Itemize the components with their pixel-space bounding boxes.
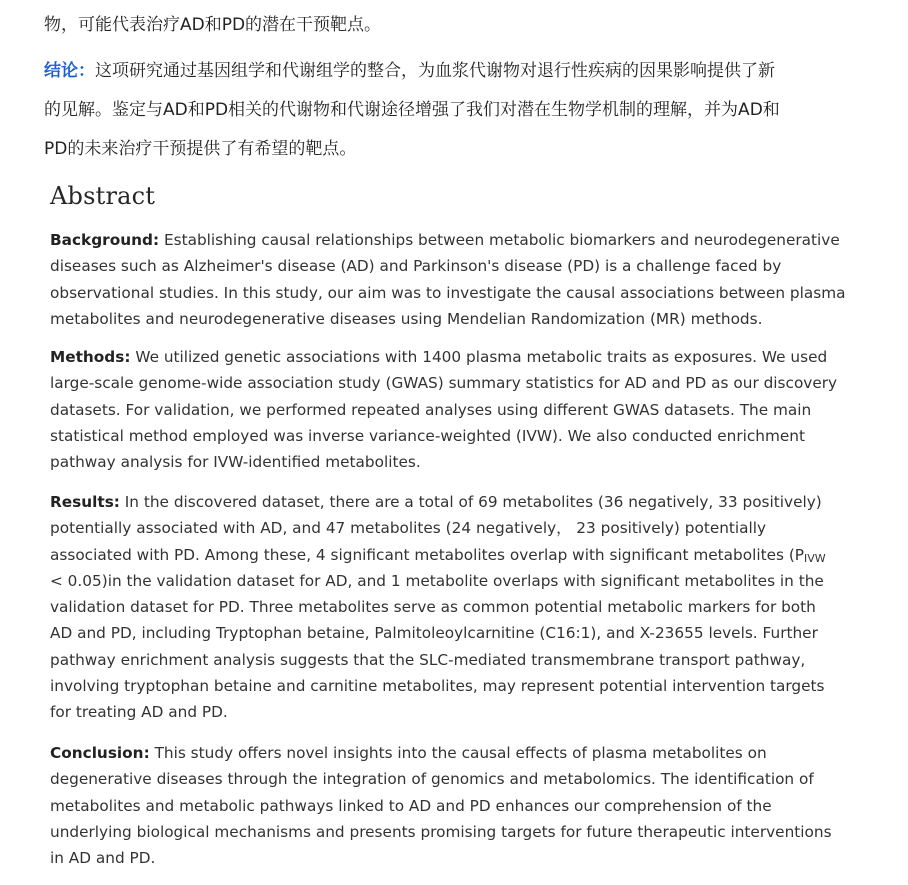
paragraph-line (50, 489, 850, 515)
results-label: Results: (50, 493, 120, 511)
line-text: associated with PD. Among these, 4 significant metabolites overlap with significant metabolites (P (50, 545, 805, 564)
abstract-title: Abstract (50, 182, 156, 210)
paragraph-line: metabolites and neurodegenerative diseases using Mendelian Randomization (MR) methods. (50, 309, 763, 328)
paragraph-line: underlying biological mechanisms and presents promising targets for future therapeutic interventions (50, 822, 832, 841)
paragraph-line: pathway analysis for IVW-identified metabolites. (50, 453, 421, 472)
p-ivw-subscript: IVW (804, 551, 826, 565)
paragraph-line (50, 740, 850, 766)
line-text: We utilized genetic associations with 1400 plasma metabolic traits as exposures. We used (130, 348, 828, 366)
paragraph-line (50, 344, 850, 370)
chinese-conclusion-line (44, 52, 894, 91)
line-text: Establishing causal relationships between metabolic biomarkers and neurodegenerative (159, 231, 840, 249)
paragraph-line: large-scale genome-wide association study (GWAS) summary statistics for AD and PD as our discovery (50, 374, 838, 393)
chinese-conclusion-label: 结论： (44, 61, 95, 81)
conclusion-label: Conclusion: (50, 744, 150, 762)
paragraph-line: < 0.05)in the validation dataset for AD, and 1 metabolite overlaps with significant metabolites in the (50, 571, 824, 590)
results-paragraph (50, 489, 850, 726)
paragraph-line: pathway enrichment analysis suggests that the SLC-mediated transmembrane transport pathway, (50, 650, 806, 669)
methods-label: Methods: (50, 348, 131, 366)
conclusion-paragraph (50, 740, 850, 871)
paragraph-line: AD and PD, including Tryptophan betaine, Palmitoleoylcarnitine (C16:1), and X-23655 levels. Further (50, 624, 818, 643)
paragraph-line: degenerative diseases through the integration of genomics and metabolomics. The identification of (50, 770, 814, 789)
line-text: In the discovered dataset, there are a total of 69 metabolites (36 negatively, 33 positively) (119, 493, 822, 511)
paragraph-line: metabolites and metabolic pathways linked to AD and PD enhances our comprehension of the (50, 796, 772, 815)
methods-paragraph (50, 344, 850, 475)
paragraph-line: potentially associated with AD, and 47 metabolites (24 negatively， 23 positively) potentially (50, 519, 767, 538)
abstract-panel (0, 160, 908, 885)
paragraph-line: datasets. For validation, we performed repeated analyses using different GWAS datasets. The main (50, 400, 812, 419)
paragraph-line: statistical method employed was inverse variance-weighted (IVW). We also conducted enrichment (50, 426, 805, 445)
paragraph-line (50, 542, 850, 568)
chinese-conclusion-text: 这项研究通过基因组学和代谢组学的整合，为血浆代谢物对退行性疾病的因果影响提供了新 (95, 61, 775, 81)
background-label: Background: (50, 231, 160, 249)
chinese-summary-line: PD的未来治疗干预提供了有希望的靶点。 (44, 139, 357, 159)
paragraph-line: diseases such as Alzheimer's disease (AD) and Parkinson's disease (PD) is a challenge faced by (50, 257, 782, 276)
paragraph-line (50, 227, 850, 253)
paragraph-line: involving tryptophan betaine and carnitine metabolites, may represent potential intervention targets (50, 677, 825, 696)
paragraph-line: in AD and PD. (50, 849, 156, 868)
paragraph-line: validation dataset for PD. Three metabolites serve as common potential metabolic markers for both (50, 598, 816, 617)
chinese-summary-line: 物，可能代表治疗AD和PD的潜在干预靶点。 (44, 15, 382, 35)
chinese-summary-line: 的见解。鉴定与AD和PD相关的代谢物和代谢途径增强了我们对潜在生物学机制的理解，并为AD和 (44, 100, 780, 120)
paragraph-line: for treating AD and PD. (50, 703, 228, 722)
background-paragraph (50, 227, 850, 332)
line-text: This study offers novel insights into the causal effects of plasma metabolites on (149, 744, 767, 762)
paragraph-line: observational studies. In this study, our aim was to investigate the causal associations between plasma (50, 283, 846, 302)
chinese-summary (44, 0, 894, 169)
